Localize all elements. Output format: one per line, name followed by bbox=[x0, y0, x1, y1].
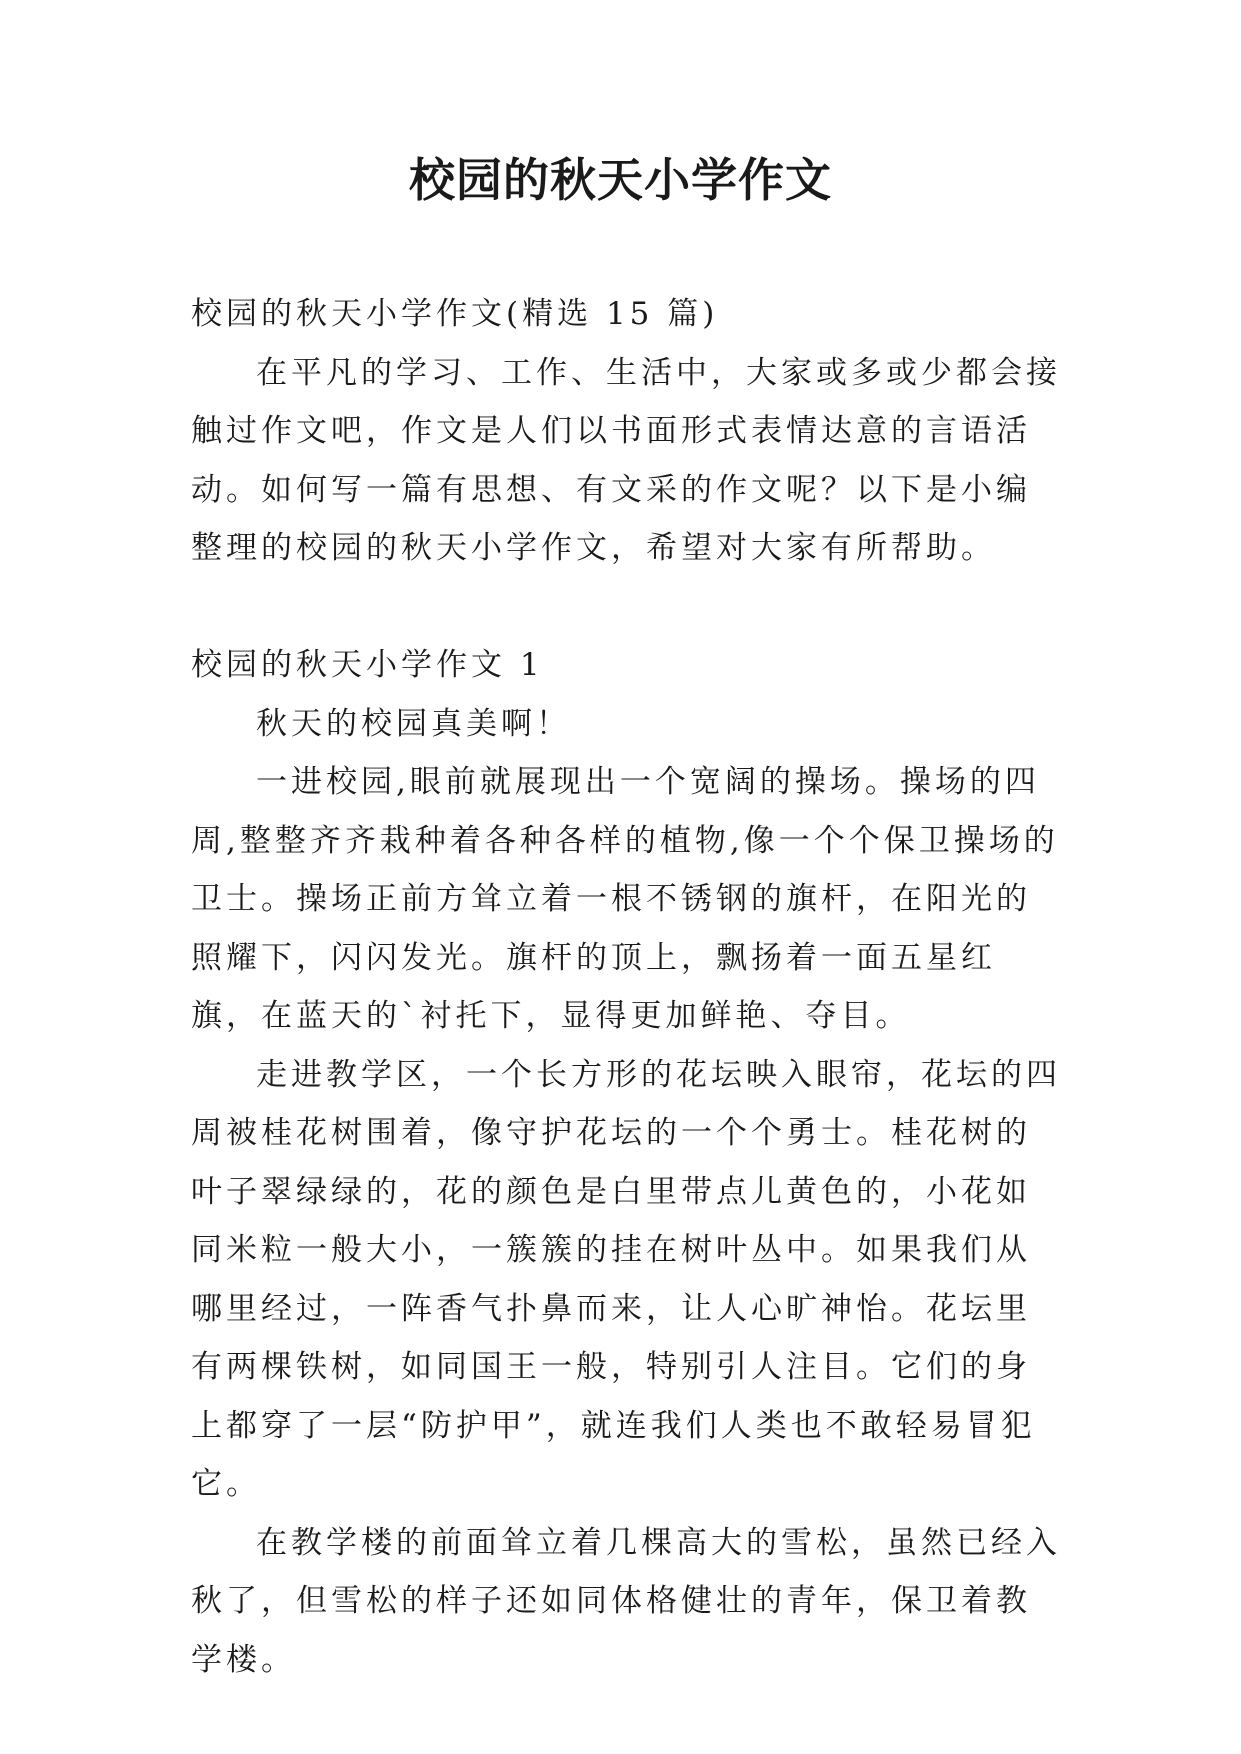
intro-paragraph: 在平凡的学习、工作、生活中，大家或多或少都会接触过作文吧，作文是人们以书面形式表情达意的言语活动。如何写一篇有思想、有文采的作文呢？以下是小编整理的校园的秋天小学作文，希望对大家有所帮助。 bbox=[191, 354, 1061, 566]
document-title: 校园的秋天小学作文 bbox=[409, 153, 832, 207]
body-paragraph: 走进教学区，一个长方形的花坛映入眼帘，花坛的四周被桂花树围着，像守护花坛的一个个勇士。桂花树的叶子翠绿绿的，花的颜色是白里带点儿黄色的，小花如同米粒一般大小，一簇簇的挂在树叶丛中。如果我们从哪里经过，一阵香气扑鼻而来，让人心旷神怡。花坛里有两棵铁树，如同国王一般，特别引人注目。它们的身上都穿了一层“防护甲”，就连我们人类也不敢轻易冒犯它。 bbox=[191, 1056, 1061, 1502]
body-paragraph: 在教学楼的前面耸立着几棵高大的雪松，虽然已经入秋了，但雪松的样子还如同体格健壮的青年，保卫着教学楼。 bbox=[191, 1524, 1061, 1678]
document-subtitle: 校园的秋天小学作文(精选 15 篇) bbox=[191, 296, 719, 332]
essay-section-1 bbox=[191, 636, 1061, 1689]
section-heading: 校园的秋天小学作文 1 bbox=[191, 647, 544, 683]
section-spacer bbox=[191, 578, 1061, 637]
document-body bbox=[191, 285, 1061, 1689]
body-paragraph: 秋天的校园真美啊！ bbox=[256, 705, 571, 742]
body-paragraph: 一进校园,眼前就展现出一个宽阔的操场。操场的四周,整整齐齐栽种着各种各样的植物,像一个个保卫操场的卫士。操场正前方耸立着一根不锈钢的旗杆，在阳光的照耀下，闪闪发光。旗杆的顶上，飘扬着一面五星红旗，在蓝天的`衬托下，显得更加鲜艳、夺目。 bbox=[191, 764, 1059, 1034]
